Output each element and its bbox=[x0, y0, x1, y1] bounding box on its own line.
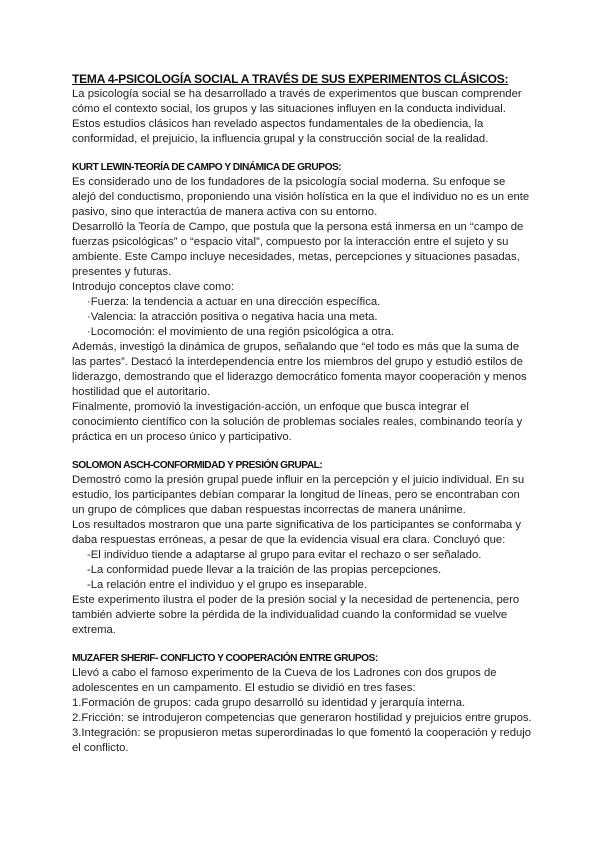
document-page bbox=[72, 72, 532, 756]
asch-paragraph-3: Este experimento ilustra el poder de la presión social y la necesidad de pertenencia, pero también advierte sobre la pérdida de la individualidad cuando la conformidad se vuelve extrema. bbox=[72, 594, 520, 636]
lewin-paragraph-4: Además, investigó la dinámica de grupos, señalando que “el todo es más que la suma de las partes”. Destacó la interdependencia entre los miembros del grupo y estudió estilos de liderazgo, demostrando que el liderazgo democrático fomenta mayor cooperación y menos hostilidad que el autoritario. bbox=[72, 341, 527, 398]
list-item: -La conformidad puede llevar a la traición de las propias percepciones. bbox=[87, 564, 442, 576]
lewin-paragraph-3: Introdujo conceptos clave como: bbox=[72, 281, 235, 293]
intro-paragraph-2: Estos estudios clásicos han revelado aspectos fundamentales de la obediencia, la conformidad, el prejuicio, la influencia grupal y la construcción social de la realidad. bbox=[72, 118, 489, 145]
lewin-paragraph-5: Finalmente, promovió la investigación-acción, un enfoque que busca integrar el conocimiento científico con la solución de problemas sociales reales, combinando teoría y práctica en un proceso único y participativo. bbox=[72, 401, 523, 443]
lewin-paragraph-1: Es considerado uno de los fundadores de la psicología social moderna. Su enfoque se alejó del conductismo, proponiendo una visión holística en la que el individuo no es un ente pasivo, sino que interactúa de manera activa con su entorno. bbox=[72, 176, 530, 218]
list-item: ·Valencia: la atracción positiva o negativa hacia una meta. bbox=[87, 311, 378, 323]
asch-conclusions-list bbox=[72, 548, 532, 593]
section-heading-sherif: MUZAFER SHERIF- CONFLICTO Y COOPERACIÓN ENTRE GRUPOS: bbox=[72, 653, 378, 664]
sherif-paragraph-1: Llevó a cabo el famoso experimento de la Cueva de los Ladrones con dos grupos de adolescentes en un campamento. El estudio se dividió en tres fases: bbox=[72, 667, 497, 694]
asch-paragraph-2: Los resultados mostraron que una parte significativa de los participantes se conformaba y daba respuestas erróneas, a pesar de que la evidencia visual era clara. Concluyó que: bbox=[72, 519, 521, 546]
lewin-concepts-list bbox=[72, 295, 532, 340]
section-lewin bbox=[72, 161, 532, 445]
intro-paragraph-1: La psicología social se ha desarrollado a través de experimentos que buscan comprender cómo el contexto social, los grupos y las situaciones influyen en la conducta individual. bbox=[72, 88, 522, 115]
list-item: ·Fuerza: la tendencia a actuar en una dirección específica. bbox=[87, 296, 381, 308]
list-item: ·Locomoción: el movimiento de una región psicológica a otra. bbox=[87, 326, 395, 338]
section-heading-asch: SOLOMON ASCH-CONFORMIDAD Y PRESIÓN GRUPAL: bbox=[72, 460, 323, 471]
document-title: TEMA 4-PSICOLOGÍA SOCIAL A TRAVÉS DE SUS EXPERIMENTOS CLÁSICOS: bbox=[72, 72, 509, 86]
asch-paragraph-1: Demostró como la presión grupal puede influir en la percepción y el juicio individual. En su estudio, los participantes debían comparar la longitud de líneas, pero se encontraban con un grupo de cómplices que daban respuestas incorrectas de manera unánime. bbox=[72, 474, 525, 516]
list-item: -El individuo tiende a adaptarse al grupo para evitar el rechazo o ser señalado. bbox=[87, 549, 482, 561]
section-heading-lewin: KURT LEWIN-TEORÍA DE CAMPO Y DINÁMICA DE GRUPOS: bbox=[72, 162, 342, 173]
list-item: 1.Formación de grupos: cada grupo desarrolló su identidad y jerarquía interna. bbox=[72, 697, 466, 709]
lewin-paragraph-2: Desarrolló la Teoría de Campo, que postula que la persona está inmersa en un “campo de fuerzas psicológicas” o “espacio vital”, compuesto por la interacción entre el sujeto y su ambiente. Este Campo incluye necesidades, metas, percepciones y situaciones pasadas, presentes y futuras. bbox=[72, 221, 524, 278]
section-asch bbox=[72, 459, 532, 638]
list-item: 3.Integración: se propusieron metas superordinadas lo que fomentó la cooperación y redujo el conflicto. bbox=[72, 727, 532, 754]
list-item: -La relación entre el individuo y el grupo es inseparable. bbox=[87, 579, 368, 591]
section-sherif bbox=[72, 652, 532, 756]
sherif-phases-list bbox=[72, 696, 532, 756]
list-item: 2.Fricción: se introdujeron competencias que generaron hostilidad y prejuicios entre grupos. bbox=[72, 712, 532, 724]
